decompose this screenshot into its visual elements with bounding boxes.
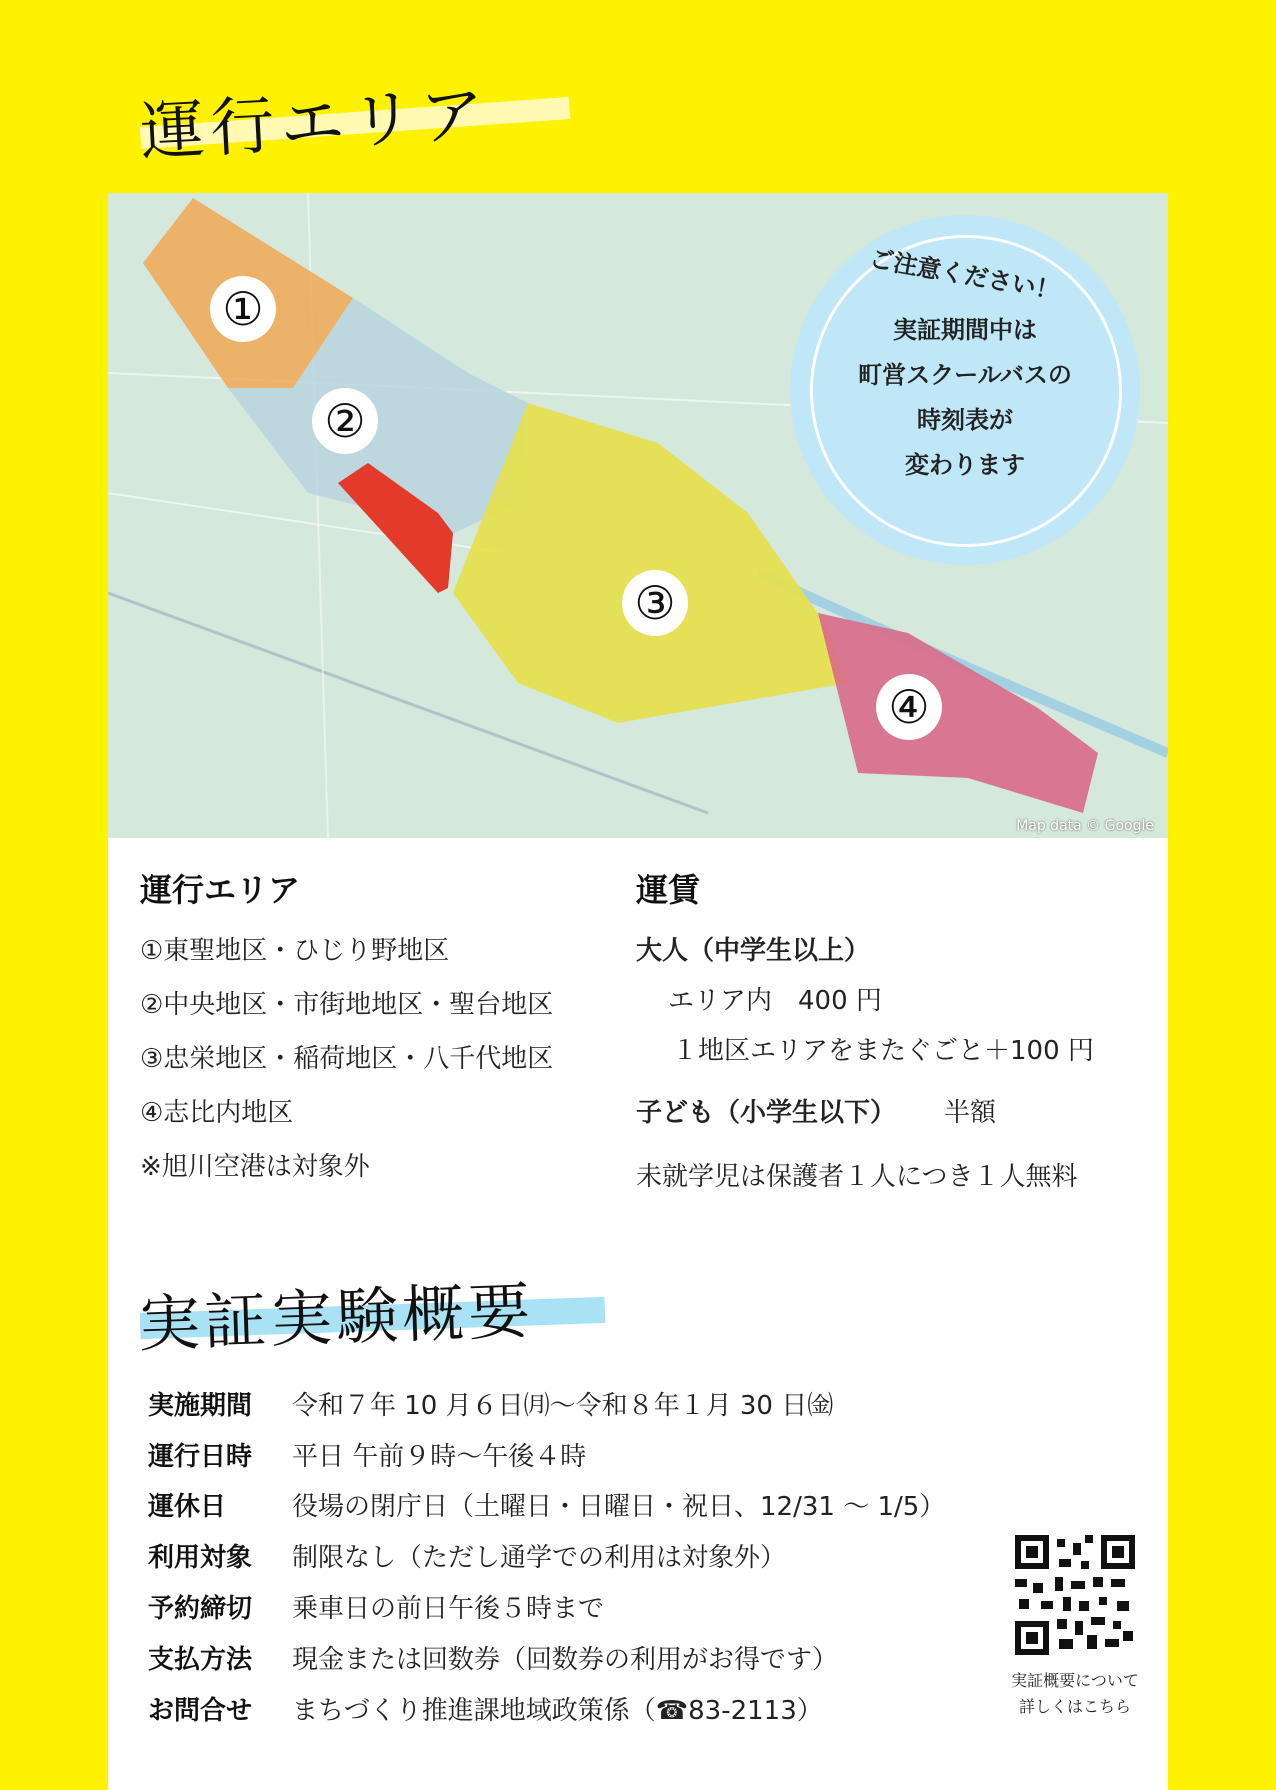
zone-1-label: ① (210, 276, 276, 342)
area-item-3: ③忠栄地区・稲荷地区・八千代地区 (140, 1044, 554, 1074)
fare-child-value: 半額 (944, 1098, 997, 1128)
area-item-2: ②中央地区・市街地地区・聖台地区 (140, 990, 554, 1020)
fare-child-label: 子ども（小学生以下） (636, 1098, 897, 1128)
zone-4-label: ④ (876, 674, 942, 740)
notice-line-2: 町営スクールバスの (858, 361, 1072, 389)
zone-2-label: ② (312, 388, 378, 454)
notice-line-4: 変わります (905, 451, 1025, 479)
map-credit: Map data © Google (1016, 818, 1154, 834)
overview-value-hours: 平日 午前９時〜午後４時 (292, 1442, 587, 1472)
notice-badge (790, 215, 1140, 565)
qr-caption-line-2: 詳しくはこちら (1018, 1697, 1131, 1716)
area-note: ※旭川空港は対象外 (140, 1152, 370, 1182)
qr-code[interactable] (1015, 1535, 1135, 1655)
overview-label-deadline: 予約締切 (148, 1594, 253, 1624)
fare-adult-cross: １地区エリアをまたぐごと＋100 円 (672, 1036, 1094, 1066)
qr-code-graphic (1015, 1535, 1135, 1655)
overview-label-closed: 運休日 (148, 1492, 227, 1522)
area-heading: 運行エリア (138, 77, 493, 171)
overview-label-payment: 支払方法 (148, 1645, 253, 1675)
notice-line-3: 時刻表が (917, 406, 1013, 434)
overview-value-payment: 現金または回数券（回数券の利用がお得です） (292, 1645, 839, 1675)
fare-adult-label: 大人（中学生以上） (636, 936, 871, 966)
fare-infant: 未就学児は保護者１人につき１人無料 (636, 1162, 1078, 1192)
area-item-4: ④志比内地区 (140, 1098, 294, 1128)
notice-title: ご注意ください！ (867, 244, 1062, 306)
fare-section-title: 運賃 (636, 871, 701, 909)
overview-value-closed: 役場の閉庁日（土曜日・日曜日・祝日、12/31 〜 1/5） (292, 1492, 946, 1522)
zone-3-label: ③ (622, 570, 688, 636)
overview-value-deadline: 乗車日の前日午後５時まで (292, 1594, 605, 1624)
notice-line-1: 実証期間中は (893, 316, 1037, 344)
overview-value-eligibility: 制限なし（ただし通学での利用は対象外） (292, 1543, 787, 1573)
overview-value-period: 令和７年 10 月６日㈪〜令和８年１月 30 日㈮ (292, 1391, 834, 1421)
overview-heading: 実証実験概要 (137, 1274, 536, 1361)
overview-label-eligibility: 利用対象 (148, 1543, 253, 1573)
area-section-title: 運行エリア (140, 871, 301, 909)
fare-adult-in-area: エリア内 400 円 (668, 986, 882, 1016)
overview-label-contact: お問合せ (148, 1696, 253, 1726)
overview-value-contact: まちづくり推進課地域政策係（☎83-2113） (292, 1696, 823, 1726)
overview-label-hours: 運行日時 (148, 1442, 253, 1472)
area-item-1: ①東聖地区・ひじり野地区 (140, 936, 450, 966)
qr-caption-line-1: 実証概要について (1011, 1671, 1139, 1690)
overview-label-period: 実施期間 (148, 1391, 253, 1421)
